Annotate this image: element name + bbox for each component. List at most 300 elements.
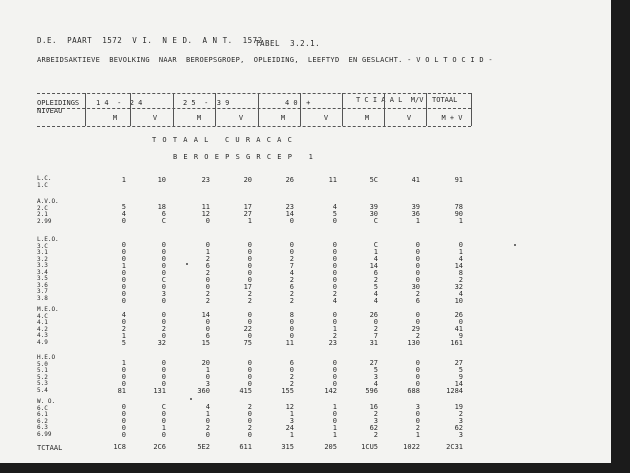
table-cell: 142 (324, 387, 337, 395)
table-cell: 16 (369, 403, 378, 411)
table-cell: 1 (247, 217, 252, 225)
table-cell: 0 (205, 325, 210, 333)
total-cell: 1CU5 (361, 443, 378, 451)
table-cell: 1 (373, 248, 378, 256)
table-cell: 11 (328, 176, 337, 184)
table-cell: 78 (454, 203, 463, 211)
table-cell: 4 (332, 297, 337, 305)
table-cell: 5 (121, 339, 126, 347)
table-cell: 0 (161, 248, 166, 256)
table-cell: 27 (243, 210, 252, 218)
table-cell: 2 (458, 276, 463, 284)
table-cell: 0 (205, 217, 210, 225)
table-cell: 5 (458, 366, 463, 374)
table-cell: 0 (332, 241, 337, 249)
table-cell: 8 (458, 269, 463, 277)
table-cell: 0 (289, 332, 294, 340)
table-cell: 1 (332, 431, 337, 439)
table-cell: 2 (247, 403, 252, 411)
level-label: H.E.O (37, 354, 56, 361)
age-group-14-24: 1 4 - 2 4 (96, 99, 143, 107)
table-cell: 1 (415, 431, 420, 439)
table-cell: 0 (121, 241, 126, 249)
table-cell: 0 (161, 373, 166, 381)
table-cell: 0 (289, 325, 294, 333)
table-cell: 4 (332, 203, 337, 211)
table-cell: 41 (411, 176, 420, 184)
table-cell: 14 (285, 210, 294, 218)
column-divider (471, 93, 472, 126)
table-cell: 2 (121, 325, 126, 333)
table-cell: 5 (332, 210, 337, 218)
series-header: D.E. PAART 1572 V I. N E D. A N T. 1572 (37, 36, 263, 45)
level-label: 2.99 (37, 217, 52, 225)
table-cell: 3 (205, 380, 210, 388)
table-cell: 91 (454, 176, 463, 184)
column-divider (215, 93, 216, 126)
header-bottom-rule (37, 126, 471, 127)
table-cell: 18 (157, 203, 166, 211)
column-divider (130, 93, 131, 126)
level-label: 4.C (37, 312, 48, 320)
table-cell: 0 (332, 417, 337, 425)
table-cell: 3 (161, 290, 166, 298)
table-cell: 23 (201, 176, 210, 184)
table-cell: 0 (332, 248, 337, 256)
table-cell: 6 (415, 297, 420, 305)
table-cell: 0 (247, 431, 252, 439)
table-cell: 0 (121, 366, 126, 374)
table-cell: 688 (407, 387, 420, 395)
table-cell: 0 (205, 431, 210, 439)
level-label: 3.4 (37, 268, 48, 276)
level-label: 5.3 (37, 380, 48, 387)
table-cell: 7 (289, 262, 294, 270)
table-cell: 0 (247, 359, 252, 367)
table-cell: 0 (161, 332, 166, 340)
table-cell: 130 (407, 339, 420, 347)
table-cell: 26 (369, 311, 378, 319)
table-cell: 0 (247, 332, 252, 340)
table-cell: 415 (239, 387, 252, 395)
table-cell: 5 (121, 203, 126, 211)
table-cell: 0 (415, 262, 420, 270)
table-cell: 155 (281, 387, 294, 395)
table-cell: 0 (247, 417, 252, 425)
table-cell: 12 (285, 403, 294, 411)
level-label: 6.99 (37, 430, 52, 438)
table-cell: 2 (247, 424, 252, 432)
table-cell: 4 (373, 255, 378, 263)
table-cell: 6 (205, 332, 210, 340)
table-cell: 19 (454, 403, 463, 411)
table-cell: 31 (369, 339, 378, 347)
level-label: 6.2 (37, 417, 48, 425)
table-cell: 2 (205, 424, 210, 432)
table-cell: 1 (205, 410, 210, 418)
table-cell: 0 (289, 318, 294, 326)
sex-label: V (406, 114, 412, 122)
table-cell: 11 (285, 339, 294, 347)
table-cell: 0 (121, 290, 126, 298)
table-cell: 23 (285, 203, 294, 211)
table-cell: 0 (332, 262, 337, 270)
total-row-label: TCTAAL (37, 444, 63, 452)
table-cell: 62 (454, 424, 463, 432)
table-cell: 596 (365, 387, 378, 395)
level-label: 3.3 (37, 262, 48, 269)
table-subtitle: ARBEIDSAKTIEVE BEVOLKING NAAR BEROEPSGROEP, OPLEIDING, LEEFTYD EN GESLACHT. - V O L T O C I D - (37, 56, 493, 64)
table-cell: 0 (332, 373, 337, 381)
table-cell: 2 (205, 269, 210, 277)
totaal-header: TOTAAL (432, 96, 458, 104)
table-cell: 14 (454, 380, 463, 388)
total-cell: 1C8 (113, 443, 126, 451)
level-label: 1.C (37, 181, 48, 189)
age-group-40-plus: 4 0 + (285, 99, 311, 107)
level-label: 6.C (37, 404, 48, 412)
sex-label: M (112, 114, 118, 122)
table-cell: 0 (415, 241, 420, 249)
table-cell: 0 (161, 283, 166, 291)
table-cell: 14 (454, 262, 463, 270)
table-cell: 5C (369, 176, 378, 184)
level-label: 4.3 (37, 332, 48, 339)
table-cell: 0 (205, 417, 210, 425)
table-cell: 62 (369, 424, 378, 432)
table-cell: 0 (121, 318, 126, 326)
table-cell: 2 (289, 255, 294, 263)
table-cell: 2 (161, 325, 166, 333)
sex-label: V (152, 114, 158, 122)
table-cell: 2 (373, 276, 378, 284)
table-cell: 0 (161, 410, 166, 418)
table-cell: 0 (161, 417, 166, 425)
table-cell: 0 (247, 373, 252, 381)
level-label: W. O. (37, 398, 56, 405)
table-cell: 2 (373, 410, 378, 418)
table-cell: 0 (161, 269, 166, 277)
table-cell: 2 (289, 380, 294, 388)
table-cell: 27 (454, 359, 463, 367)
table-cell: 41 (454, 325, 463, 333)
table-cell: 1 (121, 262, 126, 270)
table-cell: 3 (373, 373, 378, 381)
table-cell: 20 (243, 176, 252, 184)
table-cell: 36 (411, 210, 420, 218)
table-cell: 0 (205, 276, 210, 284)
table-cell: 0 (415, 269, 420, 277)
table-cell: 0 (121, 431, 126, 439)
table-cell: 0 (121, 297, 126, 305)
table-cell: 0 (121, 217, 126, 225)
table-cell: 0 (247, 269, 252, 277)
total-cell: 2C31 (446, 443, 463, 451)
table-cell: 4 (458, 255, 463, 263)
total-cell: 315 (281, 443, 294, 451)
table-cell: 0 (121, 248, 126, 256)
table-cell: 15 (201, 339, 210, 347)
table-cell: 0 (247, 262, 252, 270)
level-label: 6.3 (37, 424, 48, 431)
level-label: 5.4 (37, 386, 48, 394)
table-cell: 0 (289, 366, 294, 374)
table-cell: 0 (161, 359, 166, 367)
table-cell: 0 (332, 311, 337, 319)
table-cell: C (161, 217, 166, 225)
table-cell: 0 (247, 318, 252, 326)
level-label: 4.9 (37, 338, 48, 346)
table-cell: 39 (369, 203, 378, 211)
level-label: 2.C (37, 204, 48, 212)
table-cell: 1 (121, 176, 126, 184)
table-cell: 0 (121, 403, 126, 411)
table-cell: 0 (121, 283, 126, 291)
table-cell: 2 (332, 332, 337, 340)
table-cell: 1 (332, 424, 337, 432)
header-top-rule (37, 93, 471, 94)
table-cell: 75 (243, 339, 252, 347)
table-cell: 20 (201, 359, 210, 367)
table-cell: 1 (458, 217, 463, 225)
level-label: 5.2 (37, 373, 48, 381)
table-cell: 0 (415, 366, 420, 374)
table-cell: 0 (121, 255, 126, 263)
column-divider (173, 93, 174, 126)
table-cell: 27 (369, 359, 378, 367)
age-group-total-mv: T C I A A L M/V (356, 96, 424, 104)
table-cell: 29 (411, 325, 420, 333)
table-cell: 0 (121, 269, 126, 277)
table-cell: C (161, 276, 166, 284)
table-cell: 4 (121, 311, 126, 319)
table-cell: 0 (458, 318, 463, 326)
table-cell: 6 (161, 210, 166, 218)
column-divider (258, 93, 259, 126)
table-cell: 2 (415, 424, 420, 432)
table-cell: 0 (161, 297, 166, 305)
column-divider (342, 93, 343, 126)
table-cell: 0 (161, 380, 166, 388)
table-cell: 0 (332, 255, 337, 263)
table-cell: 0 (332, 276, 337, 284)
table-cell: 0 (289, 248, 294, 256)
table-cell: 0 (415, 417, 420, 425)
region-title: T O T A A L C U R A C A C (152, 136, 293, 144)
table-cell: 3 (289, 417, 294, 425)
table-cell: 0 (247, 410, 252, 418)
table-cell: 7 (373, 332, 378, 340)
table-cell: 0 (289, 217, 294, 225)
table-cell: 4 (373, 380, 378, 388)
table-cell: 6 (373, 269, 378, 277)
table-cell: 10 (454, 297, 463, 305)
level-label: 3.6 (37, 281, 48, 289)
table-cell: 3 (415, 403, 420, 411)
table-cell: 0 (247, 276, 252, 284)
table-cell: 17 (243, 203, 252, 211)
table-cell: 0 (415, 359, 420, 367)
level-label: 3.7 (37, 288, 48, 295)
table-cell: 0 (205, 373, 210, 381)
table-cell: 0 (205, 241, 210, 249)
speck (186, 263, 188, 265)
table-cell: 1 (332, 403, 337, 411)
table-cell: 161 (450, 339, 463, 347)
table-cell: 3 (373, 417, 378, 425)
table-cell: 3 (458, 431, 463, 439)
header-mid-rule (37, 108, 471, 109)
table-cell: 131 (153, 387, 166, 395)
total-cell: 611 (239, 443, 252, 451)
table-cell: 4 (205, 403, 210, 411)
table-cell: 0 (373, 318, 378, 326)
table-cell: 1 (289, 431, 294, 439)
table-cell: 0 (161, 311, 166, 319)
table-cell: 3 (458, 417, 463, 425)
column-divider (85, 93, 86, 126)
table-cell: 2 (205, 297, 210, 305)
table-cell: 0 (161, 262, 166, 270)
table-cell: 0 (458, 241, 463, 249)
table-cell: 0 (415, 255, 420, 263)
table-cell: 1 (121, 359, 126, 367)
table-cell: 0 (247, 255, 252, 263)
level-label: 4.2 (37, 325, 48, 333)
column-divider (426, 93, 427, 126)
table-cell: 2 (373, 431, 378, 439)
table-cell: 2 (247, 297, 252, 305)
table-cell: 24 (285, 424, 294, 432)
table-cell: 0 (247, 311, 252, 319)
table-cell: 0 (205, 283, 210, 291)
table-cell: 6 (289, 359, 294, 367)
sex-label: V (238, 114, 244, 122)
level-label: L.C. (37, 175, 52, 182)
table-cell: 0 (161, 366, 166, 374)
table-cell: 0 (247, 241, 252, 249)
row-header-line2: NIVEAU (37, 107, 63, 115)
table-cell: 9 (458, 332, 463, 340)
table-cell: 0 (161, 255, 166, 263)
table-cell: 32 (157, 339, 166, 347)
sex-label: M + V (441, 114, 463, 122)
table-cell: 8 (289, 311, 294, 319)
level-label: A.V.O. (37, 198, 59, 205)
table-cell: 90 (454, 210, 463, 218)
table-cell: 0 (161, 241, 166, 249)
table-cell: 9 (458, 373, 463, 381)
table-cell: 0 (121, 276, 126, 284)
level-label: 3.2 (37, 255, 48, 263)
table-cell: C (161, 403, 166, 411)
table-cell: 11 (201, 203, 210, 211)
table-cell: 6 (205, 262, 210, 270)
table-cell: 0 (289, 241, 294, 249)
table-cell: 2 (415, 290, 420, 298)
table-cell: 1 (121, 332, 126, 340)
table-cell: 2 (205, 290, 210, 298)
table-cell: 4 (289, 269, 294, 277)
table-cell: C (373, 241, 378, 249)
table-cell: 0 (332, 359, 337, 367)
table-cell: 2 (415, 332, 420, 340)
table-cell: 23 (328, 339, 337, 347)
table-cell: 0 (332, 410, 337, 418)
level-label: 6.1 (37, 411, 48, 418)
table-cell: 0 (332, 380, 337, 388)
table-cell: 2 (373, 325, 378, 333)
table-cell: 0 (332, 269, 337, 277)
table-cell: 1 (161, 424, 166, 432)
table-cell: 0 (415, 380, 420, 388)
speck (514, 244, 516, 246)
row-header-line1: OPLEIDINGS (37, 99, 80, 107)
sex-label: M (280, 114, 286, 122)
table-cell: 1 (205, 248, 210, 256)
table-cell: 26 (285, 176, 294, 184)
level-label: 3.8 (37, 294, 48, 302)
speck (190, 398, 192, 400)
table-cell: 1 (289, 410, 294, 418)
level-label: 3.C (37, 242, 48, 250)
table-cell: 81 (117, 387, 126, 395)
table-cell: 0 (121, 373, 126, 381)
table-cell: 0 (247, 380, 252, 388)
table-cell: 0 (121, 417, 126, 425)
sex-label: M (364, 114, 370, 122)
table-cell: 1 (415, 217, 420, 225)
table-cell: 26 (454, 311, 463, 319)
age-group-25-39: 2 5 - 3 9 (183, 99, 230, 107)
table-cell: 0 (247, 248, 252, 256)
table-cell: 17 (243, 283, 252, 291)
table-cell: 4 (373, 297, 378, 305)
table-cell: 2 (289, 373, 294, 381)
column-divider (384, 93, 385, 126)
level-label: M.E.O. (37, 306, 59, 313)
level-label: 4.1 (37, 319, 48, 326)
table-cell: 5 (373, 283, 378, 291)
table-cell: 1 (205, 366, 210, 374)
total-cell: 205 (324, 443, 337, 451)
total-cell: 1022 (403, 443, 420, 451)
table-cell: 6 (289, 283, 294, 291)
total-cell: 5E2 (197, 443, 210, 451)
sex-label: V (323, 114, 329, 122)
table-cell: 0 (415, 311, 420, 319)
table-cell: 30 (369, 210, 378, 218)
table-cell: 2 (332, 290, 337, 298)
table-cell: 2 (289, 297, 294, 305)
table-cell: 360 (197, 387, 210, 395)
level-label: 5.0 (37, 360, 48, 368)
table-cell: 1 (332, 325, 337, 333)
table-cell: 2 (247, 290, 252, 298)
table-cell: 0 (332, 366, 337, 374)
table-cell: 0 (121, 410, 126, 418)
table-cell: 22 (243, 325, 252, 333)
table-cell: 2 (458, 410, 463, 418)
table-cell: 0 (415, 410, 420, 418)
table-cell: 4 (121, 210, 126, 218)
table-cell: 2 (289, 276, 294, 284)
table-cell: 0 (415, 373, 420, 381)
table-cell: 1 (458, 248, 463, 256)
table-cell: 0 (415, 248, 420, 256)
table-cell: 2 (289, 290, 294, 298)
sex-label: M (196, 114, 202, 122)
